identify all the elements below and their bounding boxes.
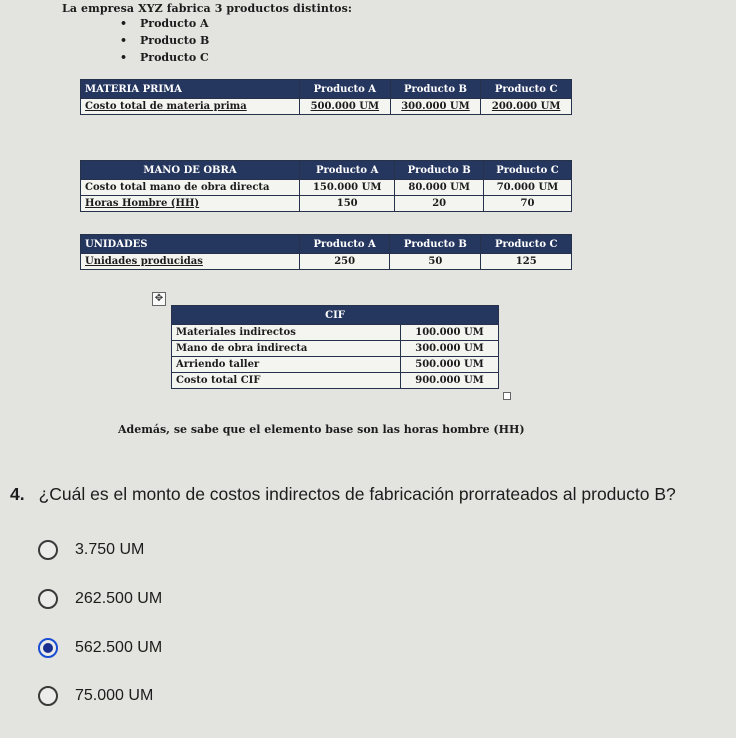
table-cell: 500.000 UM xyxy=(300,99,391,115)
table-cell: 200.000 UM xyxy=(481,99,572,115)
table-cell: 250 xyxy=(300,254,390,270)
mano-de-obra-table xyxy=(80,160,572,212)
table-header: UNIDADES xyxy=(81,235,300,254)
table-cell: 300.000 UM xyxy=(390,99,481,115)
radio-button[interactable] xyxy=(38,638,58,658)
table-cell: Costo total CIF xyxy=(172,373,401,389)
table-cell: Costo total mano de obra directa xyxy=(81,180,300,196)
table-cell: 150 xyxy=(300,196,395,212)
answer-option[interactable] xyxy=(38,635,162,661)
table-cell: 20 xyxy=(395,196,484,212)
table-row xyxy=(81,254,572,270)
table-header: Producto A xyxy=(300,161,395,180)
table-header: MANO DE OBRA xyxy=(81,161,300,180)
radio-button[interactable] xyxy=(38,686,58,706)
option-label: 3.750 UM xyxy=(75,541,145,558)
list-item xyxy=(120,32,209,49)
table-cell: 900.000 UM xyxy=(401,373,499,389)
table-cell: 80.000 UM xyxy=(395,180,484,196)
table-row xyxy=(172,373,499,389)
option-label: 262.500 UM xyxy=(75,590,163,607)
product-label: Producto C xyxy=(140,51,209,64)
product-list xyxy=(120,15,209,66)
table-cell: 125 xyxy=(481,254,572,270)
cif-table xyxy=(171,305,499,389)
list-item xyxy=(120,15,209,32)
table-cell: 70 xyxy=(483,196,571,212)
table-header: CIF xyxy=(172,306,499,325)
table-row xyxy=(172,325,499,341)
answer-option[interactable] xyxy=(38,537,144,563)
bullet: • xyxy=(120,51,128,64)
table-cell: 300.000 UM xyxy=(401,341,499,357)
table-cell: Mano de obra indirecta xyxy=(172,341,401,357)
table-cell: 100.000 UM xyxy=(401,325,499,341)
table-header: Producto B xyxy=(390,235,481,254)
table-cell: 70.000 UM xyxy=(483,180,571,196)
table-header: MATERIA PRIMA xyxy=(81,80,300,99)
product-label: Producto A xyxy=(140,17,209,30)
table-header: Producto B xyxy=(395,161,484,180)
answer-option[interactable] xyxy=(38,683,153,709)
table-move-handle-icon[interactable]: ✥ xyxy=(152,292,166,306)
table-row xyxy=(172,341,499,357)
answer-option[interactable] xyxy=(38,586,162,612)
table-header: Producto C xyxy=(481,80,572,99)
list-item xyxy=(120,49,209,66)
question xyxy=(10,484,676,505)
bullet: • xyxy=(120,34,128,47)
table-header: Producto B xyxy=(390,80,481,99)
question-number: 4. xyxy=(10,484,25,504)
table-cell: Arriendo taller xyxy=(172,357,401,373)
table-header: Producto C xyxy=(483,161,571,180)
bullet: • xyxy=(120,17,128,30)
unidades-table xyxy=(80,234,572,270)
question-text: ¿Cuál es el monto de costos indirectos de fabricación prorrateados al producto B? xyxy=(38,484,676,504)
table-header: Producto A xyxy=(300,235,390,254)
table-row xyxy=(81,180,572,196)
table-header: Producto A xyxy=(300,80,391,99)
materia-prima-table xyxy=(80,79,572,115)
table-row xyxy=(81,196,572,212)
table-resize-handle[interactable] xyxy=(503,392,511,400)
product-label: Producto B xyxy=(140,34,210,47)
table-row xyxy=(172,357,499,373)
table-cell: 500.000 UM xyxy=(401,357,499,373)
table-header: Producto C xyxy=(481,235,572,254)
option-label: 562.500 UM xyxy=(75,639,163,656)
table-cell: Unidades producidas xyxy=(81,254,300,270)
option-label: 75.000 UM xyxy=(75,687,154,704)
table-cell: Costo total de materia prima xyxy=(81,99,300,115)
radio-button[interactable] xyxy=(38,589,58,609)
table-cell: 50 xyxy=(390,254,481,270)
table-cell: 150.000 UM xyxy=(300,180,395,196)
radio-button[interactable] xyxy=(38,540,58,560)
table-cell: Materiales indirectos xyxy=(172,325,401,341)
table-cell: Horas Hombre (HH) xyxy=(81,196,300,212)
note-text: Además, se sabe que el elemento base son las horas hombre (HH) xyxy=(118,423,525,436)
table-row xyxy=(81,99,572,115)
intro-text: La empresa XYZ fabrica 3 productos distintos: xyxy=(62,2,353,15)
